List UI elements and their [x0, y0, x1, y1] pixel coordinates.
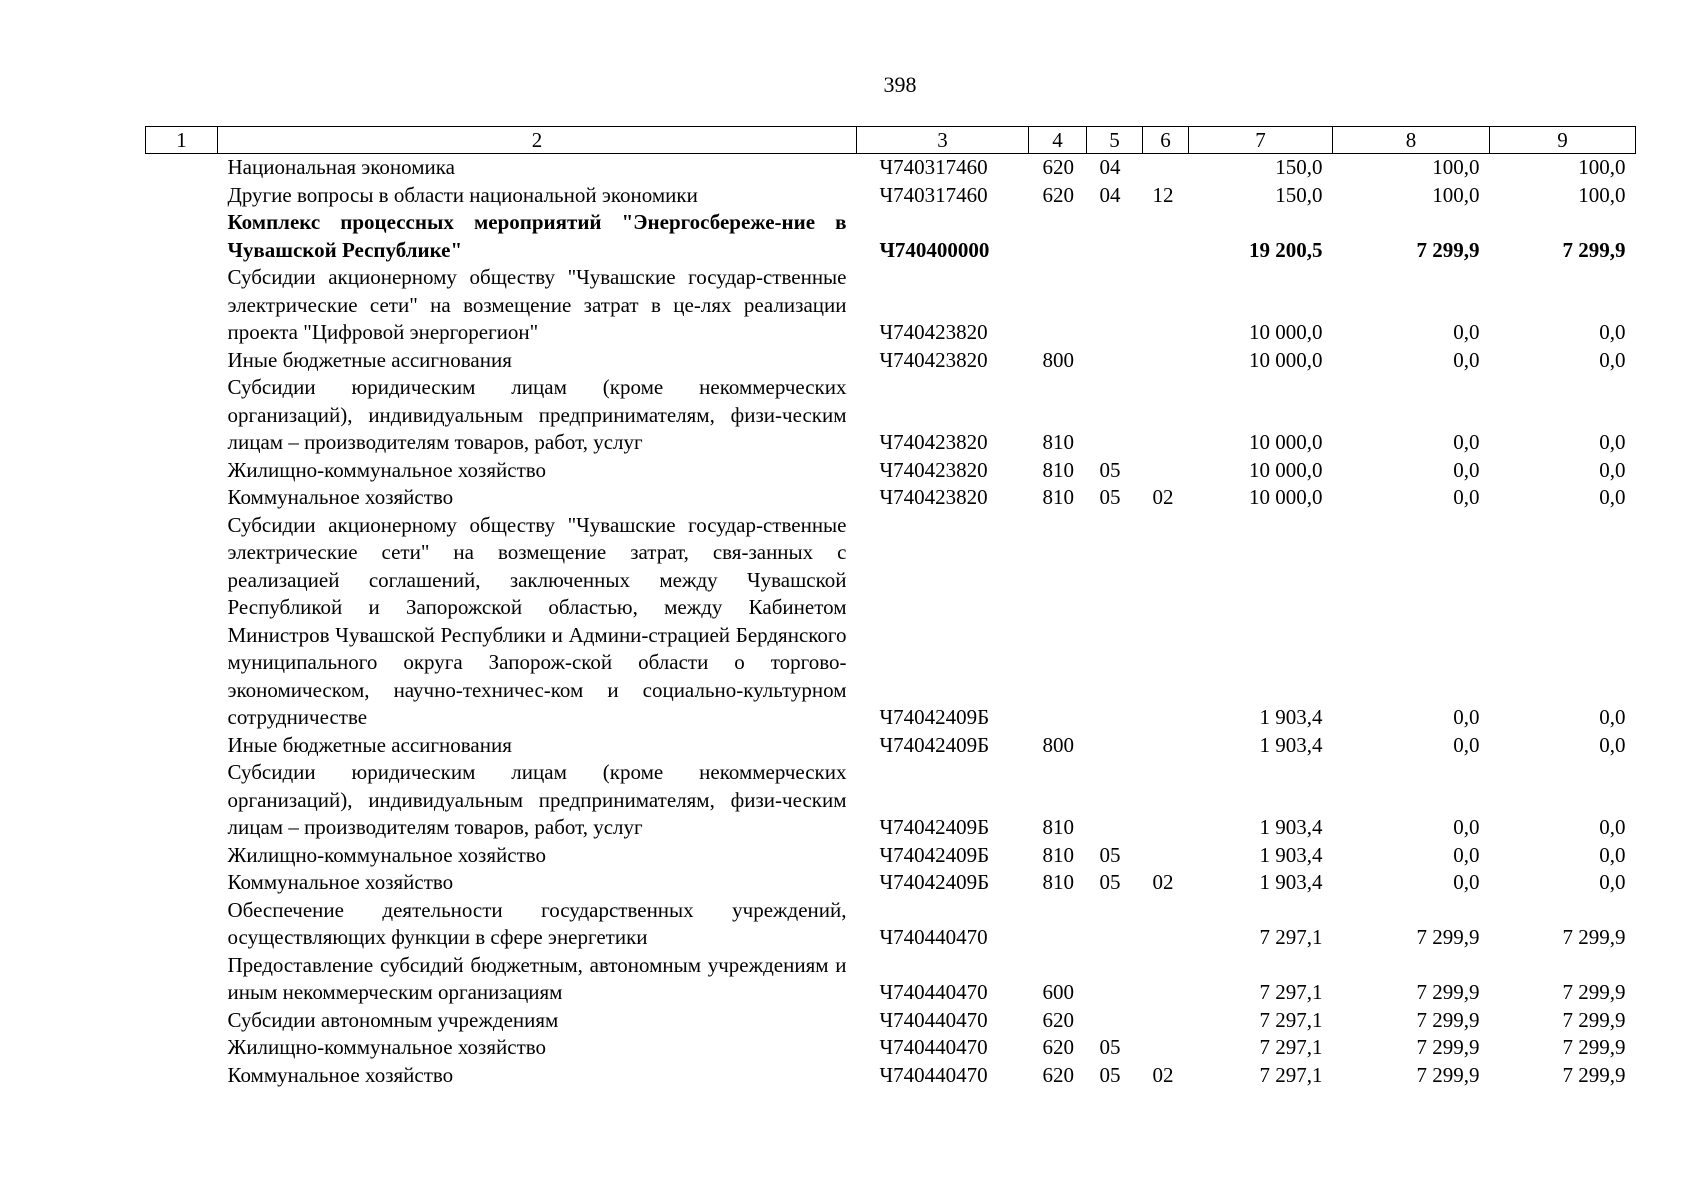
header-cell-7: 7 [1189, 127, 1333, 154]
cell-vr: 600 [1042, 980, 1074, 1004]
table-row [146, 264, 1636, 347]
cell-vr [1029, 264, 1087, 347]
cell-amount-3: 0,0 [1599, 485, 1626, 509]
cell-code: Ч740423820 [879, 485, 988, 509]
cell-vr: 620 [1042, 1007, 1074, 1032]
cell-rz [1087, 512, 1143, 732]
cell-amount-2: 0,0 [1453, 320, 1480, 344]
cell-pr: 02 [1152, 485, 1174, 509]
table-row [146, 154, 1636, 182]
cell-name: Жилищно-коммунальное хозяйство [227, 842, 547, 867]
cell-amount-3: 100,0 [1578, 182, 1626, 207]
table-row [146, 842, 1636, 870]
cell-code: Ч740440470 [879, 1035, 988, 1059]
cell-name: Коммунальное хозяйство [227, 485, 454, 509]
header-cell-9: 9 [1490, 127, 1636, 154]
table-row [146, 374, 1636, 457]
cell-amount-1: 7 297,1 [1259, 1007, 1323, 1032]
cell-amount-3: 0,0 [1599, 320, 1626, 344]
cell-vr: 620 [1042, 182, 1074, 207]
cell-name: Предоставление субсидий бюджетным, автономным учреждениям и иным некоммерческим организациям [227, 952, 847, 1004]
cell-amount-2: 0,0 [1453, 842, 1480, 867]
header-cell-8: 8 [1333, 127, 1490, 154]
cell-amount-2: 100,0 [1432, 182, 1480, 207]
cell-empty [146, 512, 218, 732]
cell-rz [1087, 759, 1143, 842]
cell-vr [1029, 512, 1087, 732]
cell-rz [1087, 209, 1143, 264]
cell-name: Обеспечение деятельности государственных учреждений, осуществляющих функции в сфере энергетики [227, 897, 847, 949]
cell-empty [146, 732, 218, 760]
cell-pr: 12 [1152, 182, 1174, 207]
cell-name: Субсидии акционерному обществу "Чувашские государ-ственные электрические сети" на возмещение затрат в це-лях реализации проекта "Цифровой энергорегион" [227, 265, 847, 344]
cell-amount-3: 7 299,9 [1562, 1062, 1626, 1087]
cell-amount-3: 7 299,9 [1562, 1035, 1626, 1059]
cell-rz: 04 [1099, 182, 1121, 207]
cell-code: Ч740423820 [879, 347, 988, 372]
cell-name: Другие вопросы в области национальной экономики [227, 182, 698, 207]
cell-amount-1: 10 000,0 [1249, 457, 1323, 482]
cell-empty [146, 869, 218, 897]
cell-amount-1: 7 297,1 [1259, 925, 1323, 949]
cell-rz: 05 [1099, 457, 1121, 482]
cell-code: Ч74042409Б [879, 705, 990, 729]
cell-rz [1087, 1007, 1143, 1035]
cell-amount-2: 0,0 [1453, 705, 1480, 729]
cell-pr [1143, 842, 1189, 870]
cell-pr [1143, 732, 1189, 760]
cell-amount-2: 7 299,9 [1416, 980, 1480, 1004]
header-cell-6: 6 [1143, 127, 1189, 154]
cell-name: Субсидии юридическим лицам (кроме некоммерческих организаций), индивидуальным предпринимателям, физи-ческим лицам – производителям товаров, работ, услуг [227, 375, 847, 454]
cell-amount-2: 0,0 [1453, 485, 1480, 509]
cell-name: Субсидии акционерному обществу "Чувашские государ-ственные электрические сети" на возмещение затрат, свя-занных с реализацией соглашений, заключенных между Чувашской Республикой и Запорожской областью, между Кабинетом Министров Чувашской Республики и Админи-страцией Бердянского муниципального округа Запорож-ской области о торгово-экономическом, научно-техничес-ком и социально-культурном сотрудничестве [227, 512, 847, 729]
cell-amount-1: 1 903,4 [1259, 842, 1323, 867]
cell-amount-1: 150,0 [1275, 182, 1323, 207]
cell-vr [1029, 209, 1087, 264]
cell-vr: 810 [1042, 457, 1074, 482]
cell-amount-2: 0,0 [1453, 870, 1480, 894]
cell-amount-3: 0,0 [1599, 430, 1626, 454]
cell-code: Ч740440470 [879, 1062, 988, 1087]
cell-pr [1143, 264, 1189, 347]
table-row [146, 1062, 1636, 1090]
cell-code: Ч740440470 [879, 1007, 988, 1032]
cell-amount-3: 0,0 [1599, 842, 1626, 867]
cell-vr: 810 [1042, 430, 1074, 454]
cell-amount-1: 1 903,4 [1259, 705, 1323, 729]
header-cell-5: 5 [1087, 127, 1143, 154]
cell-amount-3: 0,0 [1599, 732, 1626, 757]
table-row [146, 457, 1636, 485]
cell-empty [146, 154, 218, 182]
header-cell-3: 3 [857, 127, 1029, 154]
cell-vr: 620 [1042, 1062, 1074, 1087]
cell-amount-2: 0,0 [1453, 430, 1480, 454]
cell-amount-1: 7 297,1 [1259, 1062, 1323, 1087]
cell-empty [146, 484, 218, 512]
cell-vr: 800 [1042, 732, 1074, 757]
table-row [146, 512, 1636, 732]
cell-name: Национальная экономика [227, 155, 455, 179]
cell-name: Иные бюджетные ассигнования [227, 347, 512, 372]
cell-code: Ч740423820 [879, 457, 988, 482]
cell-vr: 810 [1042, 485, 1074, 509]
cell-pr [1143, 347, 1189, 375]
cell-amount-1: 7 297,1 [1259, 1035, 1323, 1059]
cell-amount-2: 0,0 [1453, 815, 1480, 839]
cell-empty [146, 842, 218, 870]
cell-empty [146, 759, 218, 842]
header-cell-2: 2 [218, 127, 857, 154]
cell-name: Субсидии юридическим лицам (кроме некоммерческих организаций), индивидуальным предпринимателям, физи-ческим лицам – производителям товаров, работ, услуг [227, 760, 847, 839]
cell-rz: 05 [1099, 1035, 1121, 1059]
cell-pr [1143, 1034, 1189, 1062]
cell-pr [1143, 374, 1189, 457]
cell-empty [146, 264, 218, 347]
cell-pr [1143, 759, 1189, 842]
cell-amount-3: 0,0 [1599, 347, 1626, 372]
cell-amount-3: 0,0 [1599, 457, 1626, 482]
cell-name: Иные бюджетные ассигнования [227, 732, 512, 757]
table-row [146, 759, 1636, 842]
cell-empty [146, 1062, 218, 1090]
cell-empty [146, 897, 218, 952]
page-number: 398 [883, 72, 917, 97]
cell-code: Ч740440470 [879, 980, 988, 1004]
cell-pr [1143, 897, 1189, 952]
cell-pr: 02 [1152, 870, 1174, 894]
cell-rz [1087, 952, 1143, 1007]
cell-empty [146, 1007, 218, 1035]
cell-amount-1: 10 000,0 [1249, 485, 1323, 509]
cell-amount-1: 10 000,0 [1249, 320, 1323, 344]
cell-rz: 05 [1099, 485, 1121, 509]
cell-empty [146, 209, 218, 264]
cell-vr [1029, 897, 1087, 952]
cell-code: Ч740317460 [879, 155, 988, 179]
table-row [146, 897, 1636, 952]
cell-empty [146, 457, 218, 485]
cell-code: Ч740423820 [879, 430, 988, 454]
cell-rz [1087, 374, 1143, 457]
cell-vr: 620 [1042, 155, 1074, 179]
cell-pr [1143, 512, 1189, 732]
cell-amount-2: 7 299,9 [1416, 237, 1480, 262]
cell-empty [146, 347, 218, 375]
table-row [146, 1034, 1636, 1062]
table-row [146, 732, 1636, 760]
cell-amount-1: 19 200,5 [1249, 237, 1323, 262]
cell-vr: 800 [1042, 347, 1074, 372]
cell-amount-2: 0,0 [1453, 347, 1480, 372]
cell-pr: 02 [1152, 1062, 1174, 1087]
cell-amount-2: 7 299,9 [1416, 1007, 1480, 1032]
cell-amount-3: 100,0 [1578, 155, 1626, 179]
cell-amount-2: 100,0 [1432, 155, 1480, 179]
cell-code: Ч74042409Б [879, 815, 990, 839]
cell-pr [1143, 209, 1189, 264]
cell-rz: 05 [1099, 842, 1121, 867]
cell-amount-3: 7 299,9 [1562, 1007, 1626, 1032]
cell-name: Субсидии автономным учреждениям [227, 1007, 559, 1032]
cell-amount-2: 0,0 [1453, 457, 1480, 482]
cell-rz: 05 [1099, 1062, 1121, 1087]
cell-amount-1: 10 000,0 [1249, 430, 1323, 454]
cell-rz [1087, 732, 1143, 760]
cell-empty [146, 952, 218, 1007]
cell-name: Коммунальное хозяйство [227, 1062, 454, 1087]
cell-code: Ч74042409Б [879, 870, 990, 894]
cell-name: Жилищно-коммунальное хозяйство [227, 457, 547, 482]
header-cell-1: 1 [146, 127, 218, 154]
cell-amount-2: 7 299,9 [1416, 1062, 1480, 1087]
cell-amount-1: 7 297,1 [1259, 980, 1323, 1004]
cell-code: Ч740423820 [879, 320, 988, 344]
cell-rz [1087, 897, 1143, 952]
cell-vr: 620 [1042, 1035, 1074, 1059]
cell-pr [1143, 952, 1189, 1007]
cell-rz [1087, 264, 1143, 347]
header-row [146, 127, 1636, 154]
cell-amount-1: 1 903,4 [1259, 870, 1323, 894]
cell-amount-1: 1 903,4 [1259, 815, 1323, 839]
budget-table [145, 126, 1636, 1089]
cell-amount-3: 0,0 [1599, 705, 1626, 729]
cell-amount-2: 0,0 [1453, 732, 1480, 757]
cell-empty [146, 182, 218, 210]
table-body [146, 154, 1636, 1090]
cell-code: Ч74042409Б [879, 732, 990, 757]
cell-amount-1: 10 000,0 [1249, 347, 1323, 372]
cell-empty [146, 374, 218, 457]
table-row [146, 484, 1636, 512]
cell-rz [1087, 347, 1143, 375]
cell-code: Ч740317460 [879, 182, 988, 207]
cell-empty [146, 1034, 218, 1062]
table-header [146, 127, 1636, 154]
table-row [146, 347, 1636, 375]
header-cell-4: 4 [1029, 127, 1087, 154]
cell-amount-3: 7 299,9 [1562, 980, 1626, 1004]
cell-code: Ч740440470 [879, 925, 988, 949]
table-row [146, 869, 1636, 897]
cell-pr [1143, 154, 1189, 182]
cell-amount-2: 7 299,9 [1416, 1035, 1480, 1059]
table-row [146, 952, 1636, 1007]
cell-amount-3: 7 299,9 [1562, 925, 1626, 949]
cell-amount-1: 1 903,4 [1259, 732, 1323, 757]
cell-name: Комплекс процессных мероприятий "Энергосбереже-ние в Чувашской Республике" [227, 210, 847, 262]
cell-vr: 810 [1042, 842, 1074, 867]
cell-name: Коммунальное хозяйство [227, 870, 454, 894]
cell-rz: 04 [1099, 155, 1121, 179]
cell-vr: 810 [1042, 815, 1074, 839]
cell-amount-3: 0,0 [1599, 870, 1626, 894]
table-row [146, 1007, 1636, 1035]
cell-amount-2: 7 299,9 [1416, 925, 1480, 949]
cell-amount-3: 7 299,9 [1562, 237, 1626, 262]
cell-amount-1: 150,0 [1275, 155, 1323, 179]
table-row [146, 182, 1636, 210]
cell-rz: 05 [1099, 870, 1121, 894]
cell-vr: 810 [1042, 870, 1074, 894]
table-row [146, 209, 1636, 264]
cell-amount-3: 0,0 [1599, 815, 1626, 839]
cell-pr [1143, 1007, 1189, 1035]
cell-code: Ч74042409Б [879, 842, 990, 867]
cell-pr [1143, 457, 1189, 485]
cell-name: Жилищно-коммунальное хозяйство [227, 1035, 547, 1059]
cell-code: Ч740400000 [879, 237, 990, 262]
